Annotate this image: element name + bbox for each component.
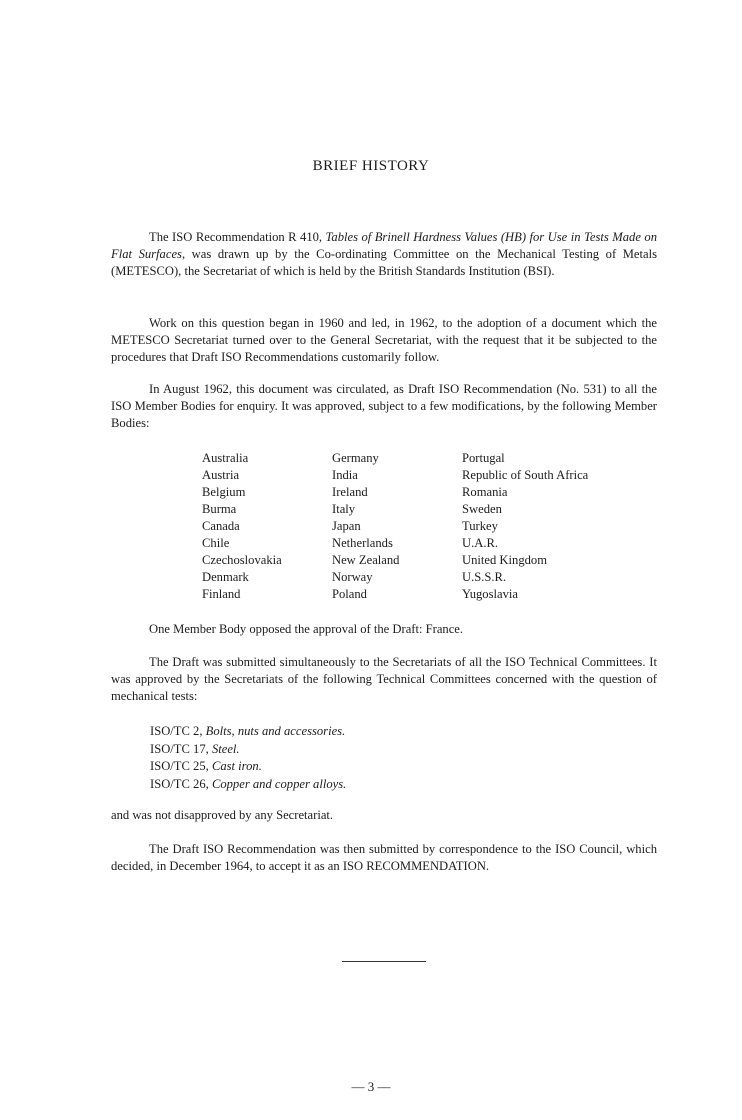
list-item: Austria — [202, 468, 240, 482]
intro-text-end: , was drawn up by the Co-ordinating Committee on the Mechanical Testing of Metals (METESCO), the Secretariat of which is held by the British Standards Institution (BSI). — [111, 247, 657, 278]
list-item: Australia — [202, 451, 249, 465]
technical-text: The Draft was submitted simultaneously to the Secretariats of all the ISO Technical Committees. It was approved by the Secretariats of the following Technical Committees concerned with the question of mechanical tests: — [111, 655, 657, 703]
paragraph-circulation — [111, 381, 657, 432]
paragraph-intro — [111, 229, 657, 280]
not-disapproved-text: and was not disapproved by any Secretariat. — [111, 808, 334, 822]
circulation-text: In August 1962, this document was circulated, as Draft ISO Recommendation (No. 531) to all the ISO Member Bodies for enquiry. It was approved, subject to a few modifications, by the following Member Bodies: — [111, 382, 657, 430]
paragraph-work — [111, 315, 657, 366]
technical-committee-list — [150, 723, 346, 793]
council-text: The Draft ISO Recommendation was then submitted by correspondence to the ISO Council, which decided, in December 1964, to accept it as an ISO RECOMMENDATION. — [111, 842, 657, 873]
recommendation-title: Tables of Brinell Hardness Values (HB) for Use in Tests Made on Flat Surfaces — [111, 230, 657, 261]
list-item: Turkey — [462, 519, 498, 533]
list-item: United Kingdom — [462, 553, 548, 567]
intro-text-start: The ISO Recommendation R 410, — [149, 230, 326, 244]
list-item: Yugoslavia — [462, 587, 518, 601]
list-item: Romania — [462, 485, 508, 499]
list-item: ISO/TC 26, Copper and copper alloys. — [150, 776, 347, 791]
list-item: Netherlands — [332, 536, 393, 550]
page-title: BRIEF HISTORY — [312, 158, 430, 174]
list-item: Denmark — [202, 570, 249, 584]
work-text: Work on this question began in 1960 and led, in 1962, to the adoption of a document which the METESCO Secretariat turned over to the General Secretariat, with the request that it be subjected to the procedures that Draft ISO Recommendations customarily follow. — [111, 316, 657, 364]
list-item: New Zealand — [332, 553, 400, 567]
list-item: Canada — [202, 519, 240, 533]
list-item: Burma — [202, 502, 237, 516]
list-item: Ireland — [332, 485, 368, 499]
member-column-1 — [202, 450, 332, 603]
member-bodies-list — [202, 450, 642, 603]
paragraph-not-disapproved — [111, 807, 657, 824]
list-item: ISO/TC 2, Bolts, nuts and accessories. — [150, 724, 346, 738]
list-item: Finland — [202, 587, 241, 601]
list-item: ISO/TC 17, Steel. — [150, 741, 240, 756]
list-item: Chile — [202, 536, 230, 550]
list-item: Belgium — [202, 485, 246, 499]
paragraph-technical — [111, 654, 657, 705]
list-item: Italy — [332, 502, 356, 516]
paragraph-council — [111, 841, 657, 875]
list-item: Czechoslovakia — [202, 553, 282, 567]
list-item: ISO/TC 25, Cast iron. — [150, 759, 262, 773]
list-item: Germany — [332, 451, 379, 465]
divider-rule — [342, 961, 426, 962]
member-column-3 — [462, 450, 642, 603]
list-item: Republic of South Africa — [462, 468, 589, 482]
opposed-text: One Member Body opposed the approval of the Draft: France. — [149, 622, 464, 636]
list-item: U.S.S.R. — [462, 570, 507, 584]
list-item: Poland — [332, 587, 367, 601]
list-item: Sweden — [462, 502, 502, 516]
paragraph-opposed — [111, 621, 657, 638]
member-column-2 — [332, 450, 462, 603]
list-item: U.A.R. — [462, 536, 499, 550]
list-item: India — [332, 468, 358, 482]
list-item: Japan — [332, 519, 361, 533]
list-item: Norway — [332, 570, 373, 584]
list-item: Portugal — [462, 451, 505, 465]
page-number: — 3 — — [351, 1079, 391, 1094]
